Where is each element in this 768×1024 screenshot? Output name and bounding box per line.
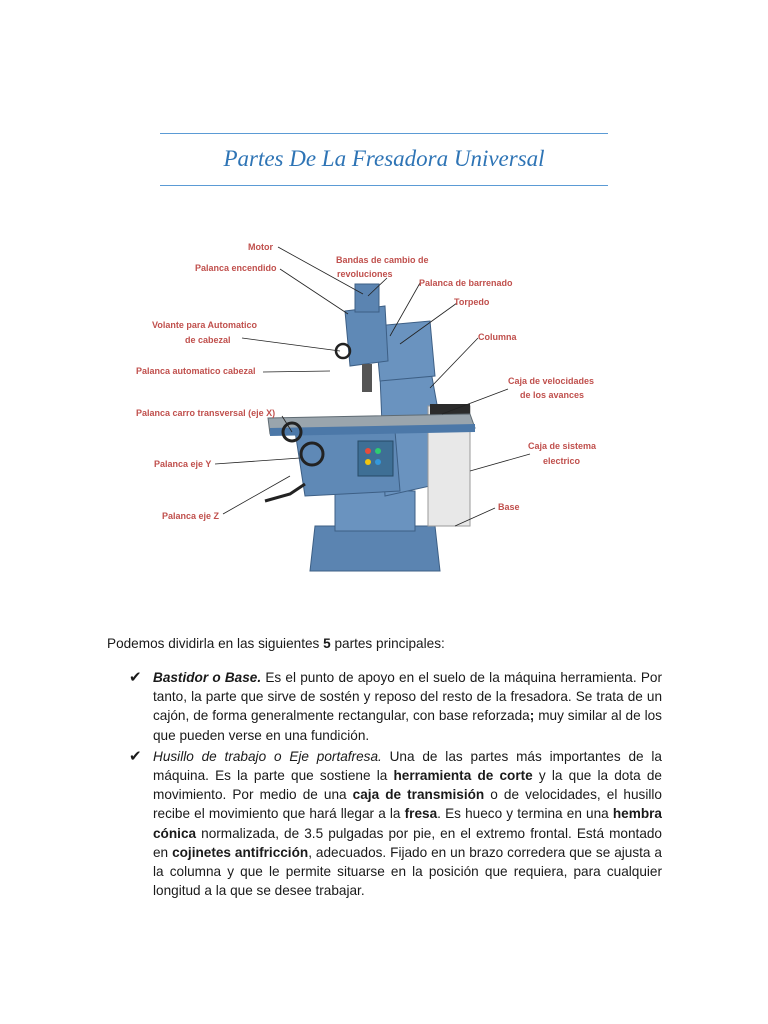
bold-cojinetes: cojinetes antifricción bbox=[172, 844, 309, 860]
label-motor: Motor bbox=[248, 242, 273, 252]
label-columna: Columna bbox=[478, 332, 517, 342]
bold-fresa: fresa bbox=[404, 806, 438, 822]
parts-list bbox=[107, 668, 662, 902]
text-husillo-2: y la que la dota de movimiento. Por medio de una bbox=[153, 768, 662, 803]
label-palanca-auto-cabezal: Palanca automatico cabezal bbox=[136, 366, 256, 376]
text-bastidor-end: muy similar al de los que pueden verse en una fundición. bbox=[153, 708, 662, 743]
intro-suffix: partes principales: bbox=[330, 636, 445, 651]
checkmark-icon: ✔ bbox=[129, 747, 142, 765]
semicolon-bastidor: ; bbox=[529, 708, 535, 724]
intro-count: 5 bbox=[323, 636, 331, 651]
text-bastidor: Es el punto de apoyo en el suelo de la máquina herramienta. Por tanto, la parte que sirve de sostén y reposo del resto de la fresadora. Se trata de un cajón, de forma generalmente rectangular, con base reforzada bbox=[153, 670, 662, 724]
term-bastidor: Bastidor o Base. bbox=[153, 670, 262, 685]
list-item-husillo bbox=[107, 747, 662, 901]
text-husillo-4: . Es hueco y termina en una bbox=[437, 806, 613, 822]
label-caja-sistema-2: electrico bbox=[543, 456, 581, 466]
page-title: Partes De La Fresadora Universal bbox=[223, 146, 545, 171]
milling-machine-figure bbox=[130, 236, 620, 576]
text-husillo-3: o de velocidades, el husillo recibe el movimiento que hará llegar a la bbox=[153, 787, 662, 822]
intro-paragraph bbox=[107, 636, 445, 651]
label-torpedo: Torpedo bbox=[454, 297, 490, 307]
label-base: Base bbox=[498, 502, 520, 512]
label-bandas-1: Bandas de cambio de bbox=[336, 255, 429, 265]
label-caja-sistema-1: Caja de sistema bbox=[528, 441, 597, 451]
list-item-bastidor bbox=[107, 668, 662, 745]
bold-caja-transmision: caja de transmisión bbox=[352, 787, 485, 803]
title-top-rule bbox=[160, 133, 608, 134]
text-husillo-6: , adecuados. Fijado en un brazo corredera que se ajusta a la columna y que le permite situarse en la posición que requiera, para cualquier longitud a la que se desee trabajar. bbox=[153, 844, 662, 899]
title-bottom-rule bbox=[160, 185, 608, 186]
text-husillo-1: Una de las partes más importantes de la máquina. Es la parte que sostiene la bbox=[153, 748, 662, 784]
term-husillo: Husillo de trabajo o Eje portafresa. bbox=[153, 748, 382, 764]
label-palanca-carro: Palanca carro transversal (eje X) bbox=[136, 408, 276, 418]
label-volante-2: de cabezal bbox=[185, 335, 231, 345]
intro-prefix: Podemos dividirla en las siguientes bbox=[107, 636, 324, 651]
label-palanca-eje-y: Palanca eje Y bbox=[154, 459, 212, 469]
label-palanca-encendido: Palanca encendido bbox=[195, 263, 277, 273]
label-palanca-eje-z: Palanca eje Z bbox=[162, 511, 220, 521]
label-volante-1: Volante para Automatico bbox=[152, 320, 258, 330]
label-caja-velocidades-2: de los avances bbox=[520, 390, 585, 400]
label-palanca-barrenado: Palanca de barrenado bbox=[419, 278, 513, 288]
milling-machine-illustration bbox=[265, 284, 475, 571]
checkmark-icon: ✔ bbox=[129, 669, 142, 686]
label-bandas-2: revoluciones bbox=[337, 269, 393, 279]
bold-hembra-conica: hembra cónica bbox=[153, 806, 662, 841]
bold-herramienta: herramienta de corte bbox=[393, 768, 533, 784]
text-husillo-5: normalizada, de 3.5 pulgadas por pie, en el extremo frontal. Está montado en bbox=[153, 825, 662, 860]
label-caja-velocidades-1: Caja de velocidades bbox=[508, 376, 595, 386]
